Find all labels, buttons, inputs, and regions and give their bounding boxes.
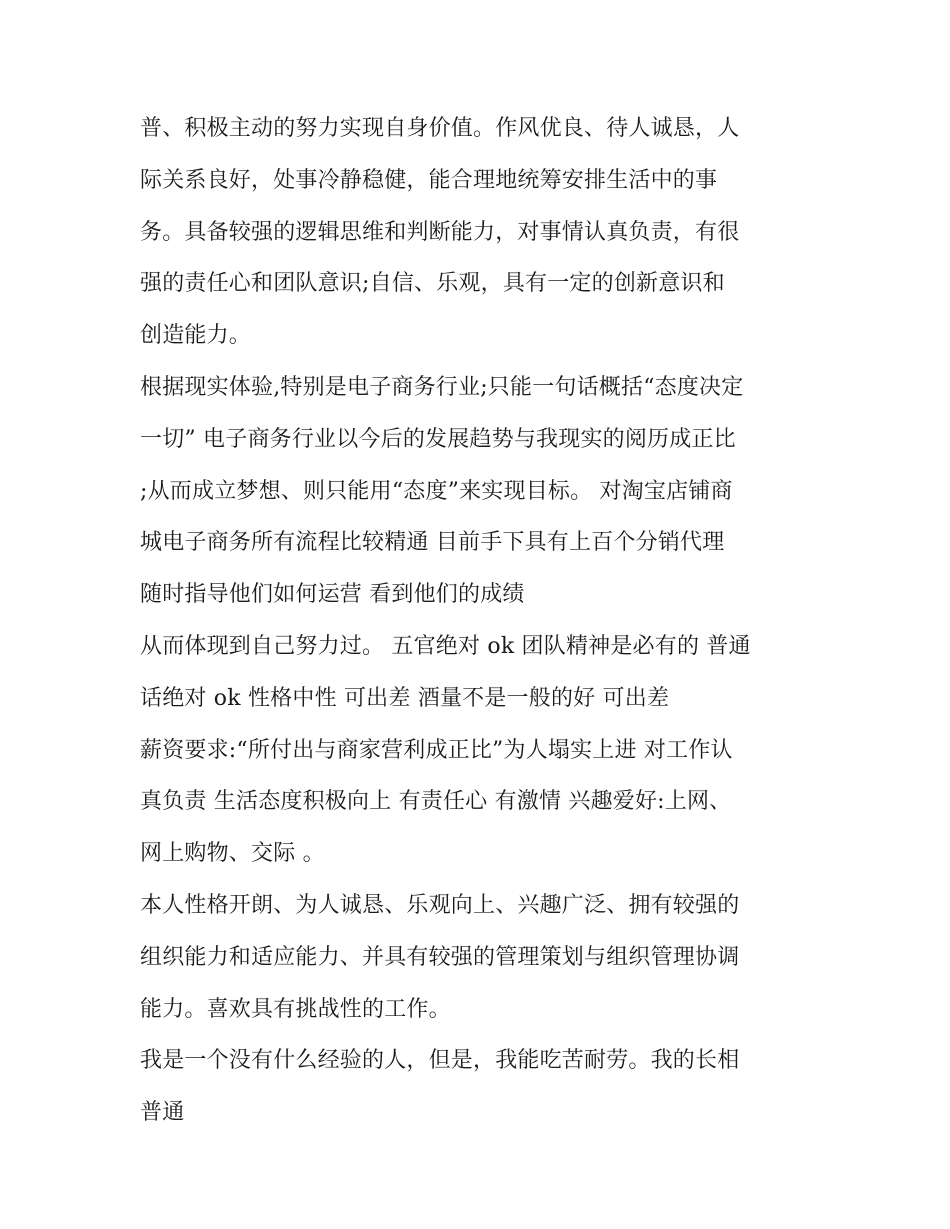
text-line: 随时指导他们如何运营 看到他们的成绩: [140, 582, 525, 608]
text-line: 话绝对 ok 性格中性 可出差 酒量不是一般的好 可出差: [140, 685, 670, 711]
text-line: 普、积极主动的努力实现自身价值。作风优良、待人诚恳，人: [140, 116, 740, 141]
text-line: 组织能力和适应能力、并具有较强的管理策划与组织管理协调: [140, 944, 740, 970]
text-line: 真负责 生活态度积极向上 有责任心 有激情 兴趣爱好:上网、: [140, 789, 732, 815]
text-line: 从而体现到自己努力过。 五官绝对 ok 团队精神是必有的 普通: [140, 633, 751, 659]
text-line: 一切” 电子商务行业以今后的发展趋势与我现实的阅历成正比: [140, 426, 736, 452]
text-line: ;从而成立梦想、则只能用“态度”来实现目标。 对淘宝店铺商: [140, 478, 733, 504]
text-line: 薪资要求:“所付出与商家营利成正比”为人塌实上进 对工作认: [140, 737, 733, 763]
text-line: 际关系良好，处事冷静稳健，能合理地统筹安排生活中的事: [140, 167, 718, 193]
text-line: 我是一个没有什么经验的人，但是，我能吃苦耐劳。我的长相: [140, 1048, 740, 1074]
text-line: 能力。喜欢具有挑战性的工作。: [140, 996, 451, 1022]
text-line: 创造能力。: [140, 323, 252, 349]
text-line: 务。具备较强的逻辑思维和判断能力，对事情认真负责，有很: [140, 219, 740, 245]
text-line: 本人性格开朗、为人诚恳、乐观向上、兴趣广泛、拥有较强的: [140, 892, 740, 918]
text-line: 普通: [140, 1100, 185, 1126]
text-line: 网上购物、交际 。: [140, 841, 325, 867]
text-line: 根据现实体验,特别是电子商务行业;只能一句话概括“态度决定: [140, 374, 744, 400]
document-body: [140, 103, 820, 1139]
text-line: 城电子商务所有流程比较精通 目前手下具有上百个分销代理: [140, 530, 725, 556]
text-line: 强的责任心和团队意识;自信、乐观，具有一定的创新意识和: [140, 271, 725, 297]
